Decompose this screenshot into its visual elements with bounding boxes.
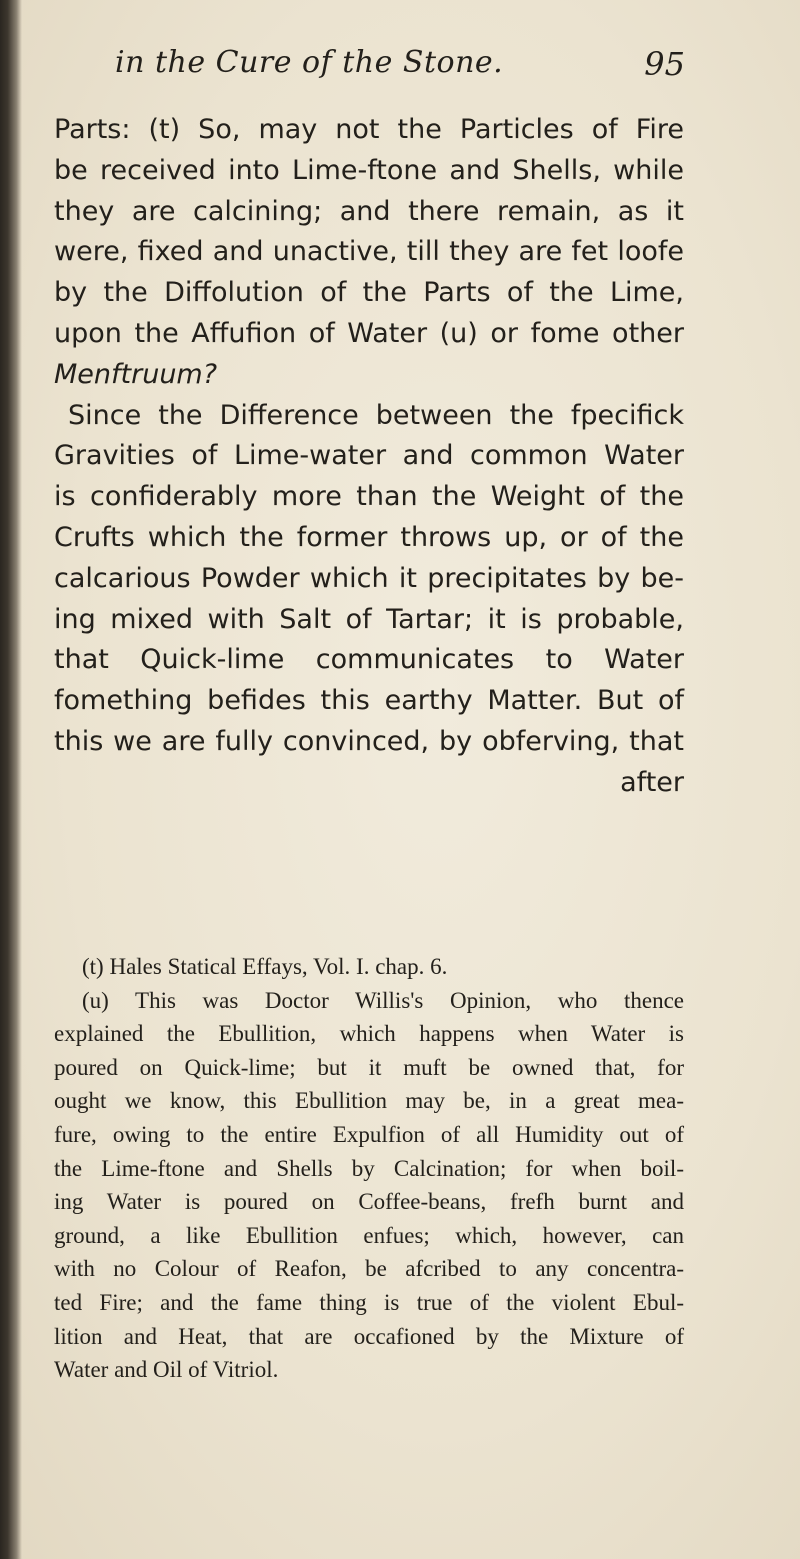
footnote-line: ing Water is poured on Coffee-beans, frefh burnt and: [54, 1189, 684, 1215]
text-line: calcarious Powder which it precipitates by be-: [54, 562, 684, 594]
footnote-line: lition and Heat, that are occafioned by the Mixture of: [54, 1323, 684, 1349]
page-number: 95: [644, 45, 685, 83]
footnote-line: ground, a like Ebullition enfues; which, however, can: [54, 1222, 684, 1248]
footnote-line: Water and Oil of Vitriol.: [54, 1357, 279, 1383]
text-line: be received into Lime-ftone and Shells, while: [54, 154, 684, 186]
footnote-line: ought we know, this Ebullition may be, in a great mea-: [54, 1088, 684, 1114]
text-line: Parts: (t) So, may not the Particles of Fire: [54, 114, 684, 145]
text-line: ing mixed with Salt of Tartar; it is probable,: [54, 603, 684, 635]
footnote-line: poured on Quick-lime; but it muft be owned that, for: [54, 1054, 684, 1080]
text-line: Menftruum?: [54, 358, 218, 390]
footnote-line: with no Colour of Reafon, be afcribed to any concentra-: [54, 1256, 684, 1282]
footnotes: [54, 950, 684, 1387]
footnote-line: the Lime-ftone and Shells by Calcination; for when boil-: [54, 1155, 684, 1181]
text-line: that Quick-lime communicates to Water: [54, 644, 684, 676]
footnote-t: (t) Hales Statical Effays, Vol. I. chap. 6.: [82, 954, 448, 979]
text-line: were, fixed and unactive, till they are fet loofe: [54, 236, 684, 268]
text-line: Crufts which the former throws up, or of the: [54, 521, 684, 553]
text-line: upon the Affufion of Water (u) or fome other: [54, 317, 684, 349]
text-line: is confiderably more than the Weight of the: [54, 481, 684, 513]
main-text: [54, 110, 684, 804]
text-line: they are calcining; and there remain, as it: [54, 195, 684, 227]
text-line: Gravities of Lime-water and common Water: [54, 440, 684, 472]
text-line: Since the Difference between the fpecifick: [68, 399, 684, 431]
text-line: this we are fully convinced, by obferving, that: [54, 725, 684, 757]
running-title: in the Cure of the Stone.: [115, 45, 504, 80]
text-line: by the Diffolution of the Parts of the Lime,: [54, 277, 684, 309]
footnote-line: (u) This was Doctor Willis's Opinion, who thence: [82, 987, 684, 1013]
text-line: fomething befides this earthy Matter. But of: [54, 685, 684, 717]
book-gutter-shadow: [0, 0, 22, 1559]
page-header: [115, 45, 685, 95]
footnote-line: fure, owing to the entire Expulfion of all Humidity out of: [54, 1121, 684, 1147]
catchword: after: [620, 766, 684, 798]
footnote-line: explained the Ebullition, which happens when Water is: [54, 1021, 684, 1047]
footnote-line: ted Fire; and the fame thing is true of the violent Ebul-: [54, 1289, 684, 1315]
